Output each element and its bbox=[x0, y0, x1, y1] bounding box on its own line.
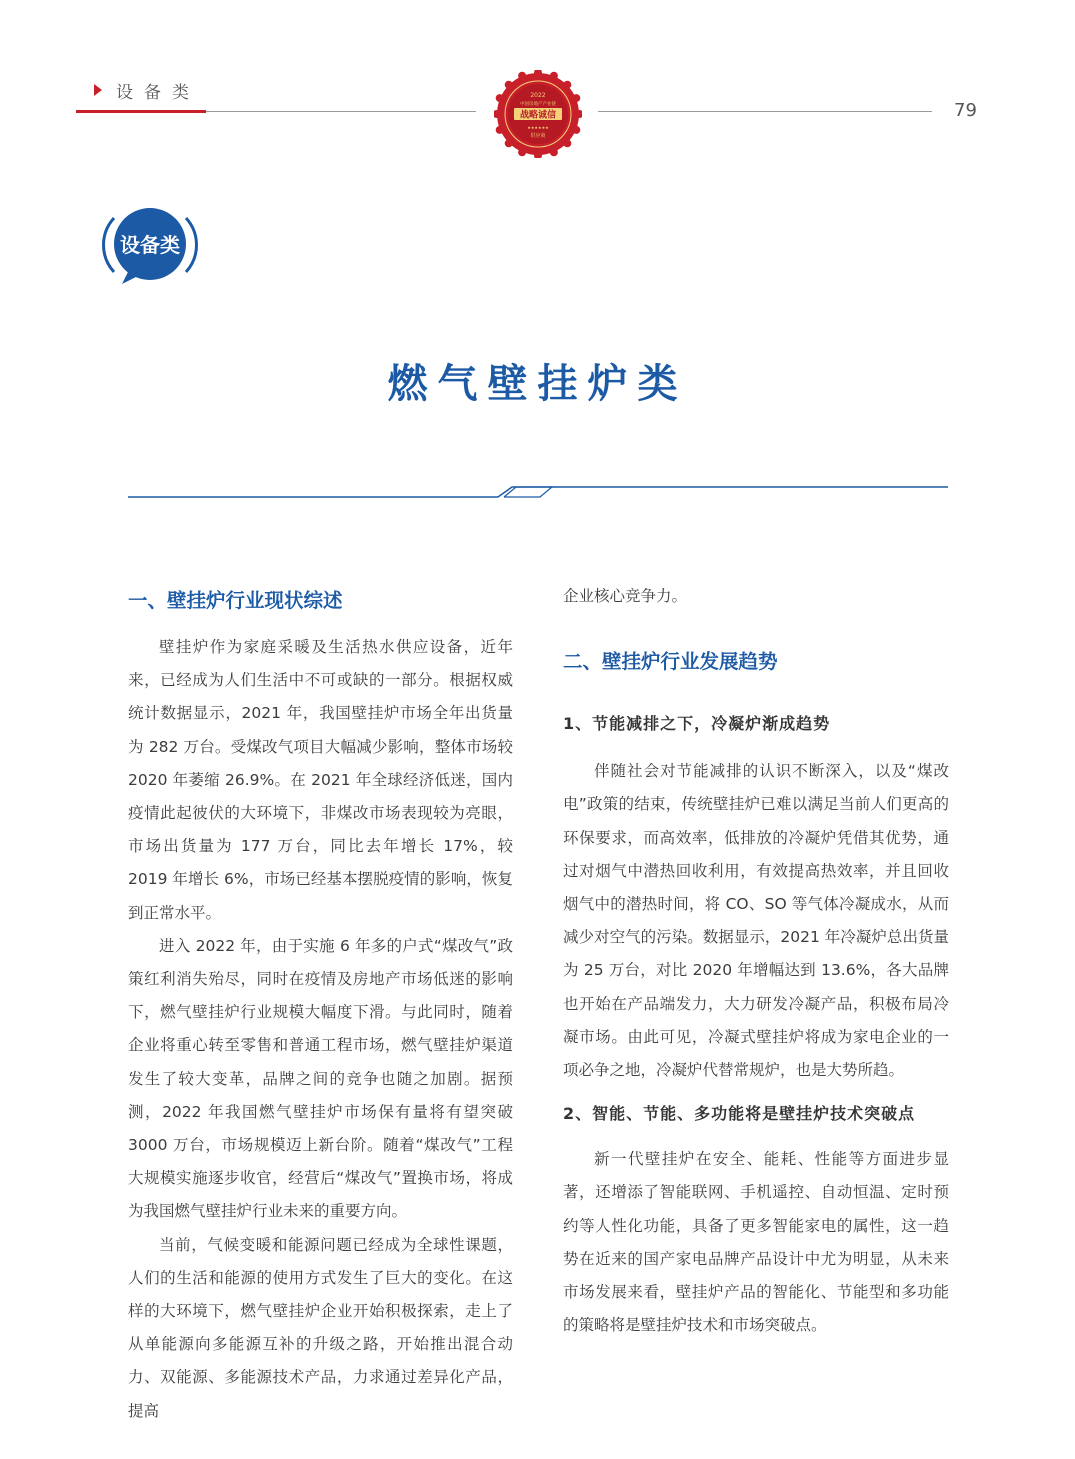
page-title: 燃气壁挂炉类 bbox=[387, 361, 688, 407]
header-rule-right bbox=[598, 111, 932, 112]
header-category: 设备类 bbox=[116, 83, 200, 103]
right-column bbox=[563, 580, 949, 1342]
seal-stars: ★★★★★★ bbox=[527, 125, 549, 130]
subsection-heading-2: 2、智能、节能、多功能将是壁挂炉技术突破点 bbox=[563, 1104, 916, 1124]
header-rule-accent bbox=[76, 110, 206, 113]
paragraph: 伴随社会对节能减排的认识不断深入，以及“煤改电”政策的结束，传统壁挂炉已难以满足当前人们更高的环保要求，而高效率，低排放的冷凝炉凭借其优势，通过对烟气中潜热回收利用，有效提高热效率，并且回收烟气中的潜热时间，将 CO、SO 等气体冷凝成水，从而减少对空气的污染。数据显示，2021 年冷凝炉总出货量为 25 万台，对比 2020 年增幅达到 13.6%，各大品牌也开始在产品端发力，大力研发冷凝产品，积极布局冷凝市场。由此可见，冷凝式壁挂炉将成为家电企业的一项必争之地，冷凝炉代替常规炉，也是大势所趋。 bbox=[563, 762, 949, 1080]
seal-org: 中国房地产产业链 bbox=[520, 102, 556, 107]
paragraph-continuation: 企业核心竞争力。 bbox=[563, 587, 688, 605]
strategic-integrity-seal bbox=[494, 70, 582, 158]
play-arrow-icon bbox=[94, 84, 102, 96]
section-heading-2: 二、壁挂炉行业发展趋势 bbox=[563, 650, 778, 674]
paragraph: 新一代壁挂炉在安全、能耗、性能等方面进步显著，还增添了智能联网、手机遥控、自动恒温、定时预约等人性化功能，具备了更多智能家电的属性，这一趋势在近来的国产家电品牌产品设计中尤为明显，从未来市场发展来看，壁挂炉产品的智能化、节能型和多功能的策略将是壁挂炉技术和市场突破点。 bbox=[563, 1150, 949, 1335]
subsection-heading-1: 1、节能减排之下，冷凝炉渐成趋势 bbox=[563, 714, 831, 734]
paragraph: 进入 2022 年，由于实施 6 年多的户式“煤改气”政策红利消失殆尽，同时在疫情及房地产市场低迷的影响下，燃气壁挂炉行业规模大幅度下滑。与此同时，随着企业将重心转至零售和普通工程市场，燃气壁挂炉渠道发生了较大变革，品牌之间的竞争也随之加剧。据预测，2022 年我国燃气壁挂炉市场保有量将有望突破 3000 万台，市场规模迈上新台阶。随着“煤改气”工程大规模实施逐步收官，经营后“煤改气”置换市场，将成为我国燃气壁挂炉行业未来的重要方向。 bbox=[128, 936, 513, 1221]
category-badge-label: 设备类 bbox=[120, 233, 180, 257]
left-column bbox=[128, 583, 513, 1428]
title-divider bbox=[128, 478, 948, 502]
page-number: 79 bbox=[954, 100, 977, 121]
seal-bottom-text: 供应商 bbox=[530, 133, 546, 139]
seal-year: 2022 bbox=[530, 92, 546, 99]
paragraph: 壁挂炉作为家庭采暖及生活热水供应设备，近年来，已经成为人们生活中不可或缺的一部分。根据权威统计数据显示，2021 年，我国壁挂炉市场全年出货量为 282 万台。受煤改气项目大幅减少影响，整体市场较 2020 年萎缩 26.9%。在 2021 年全球经济低迷，国内疫情此起彼伏的大环境下，非煤改市场表现较为亮眼，市场出货量为 177 万台，同比去年增长 17%，较 2019 年增长 6%，市场已经基本摆脱疫情的影响，恢复到正常水平。 bbox=[128, 638, 513, 922]
paragraph: 当前，气候变暖和能源问题已经成为全球性课题，人们的生活和能源的使用方式发生了巨大的变化。在这样的大环境下，燃气壁挂炉企业开始积极探索，走上了从单能源向多能源互补的升级之路，开始推出混合动力、双能源、多能源技术产品，力求通过差异化产品，提高 bbox=[128, 1235, 513, 1420]
section-heading-1: 一、壁挂炉行业现状综述 bbox=[128, 589, 343, 612]
seal-main-text: 战略诚信 bbox=[519, 110, 557, 121]
